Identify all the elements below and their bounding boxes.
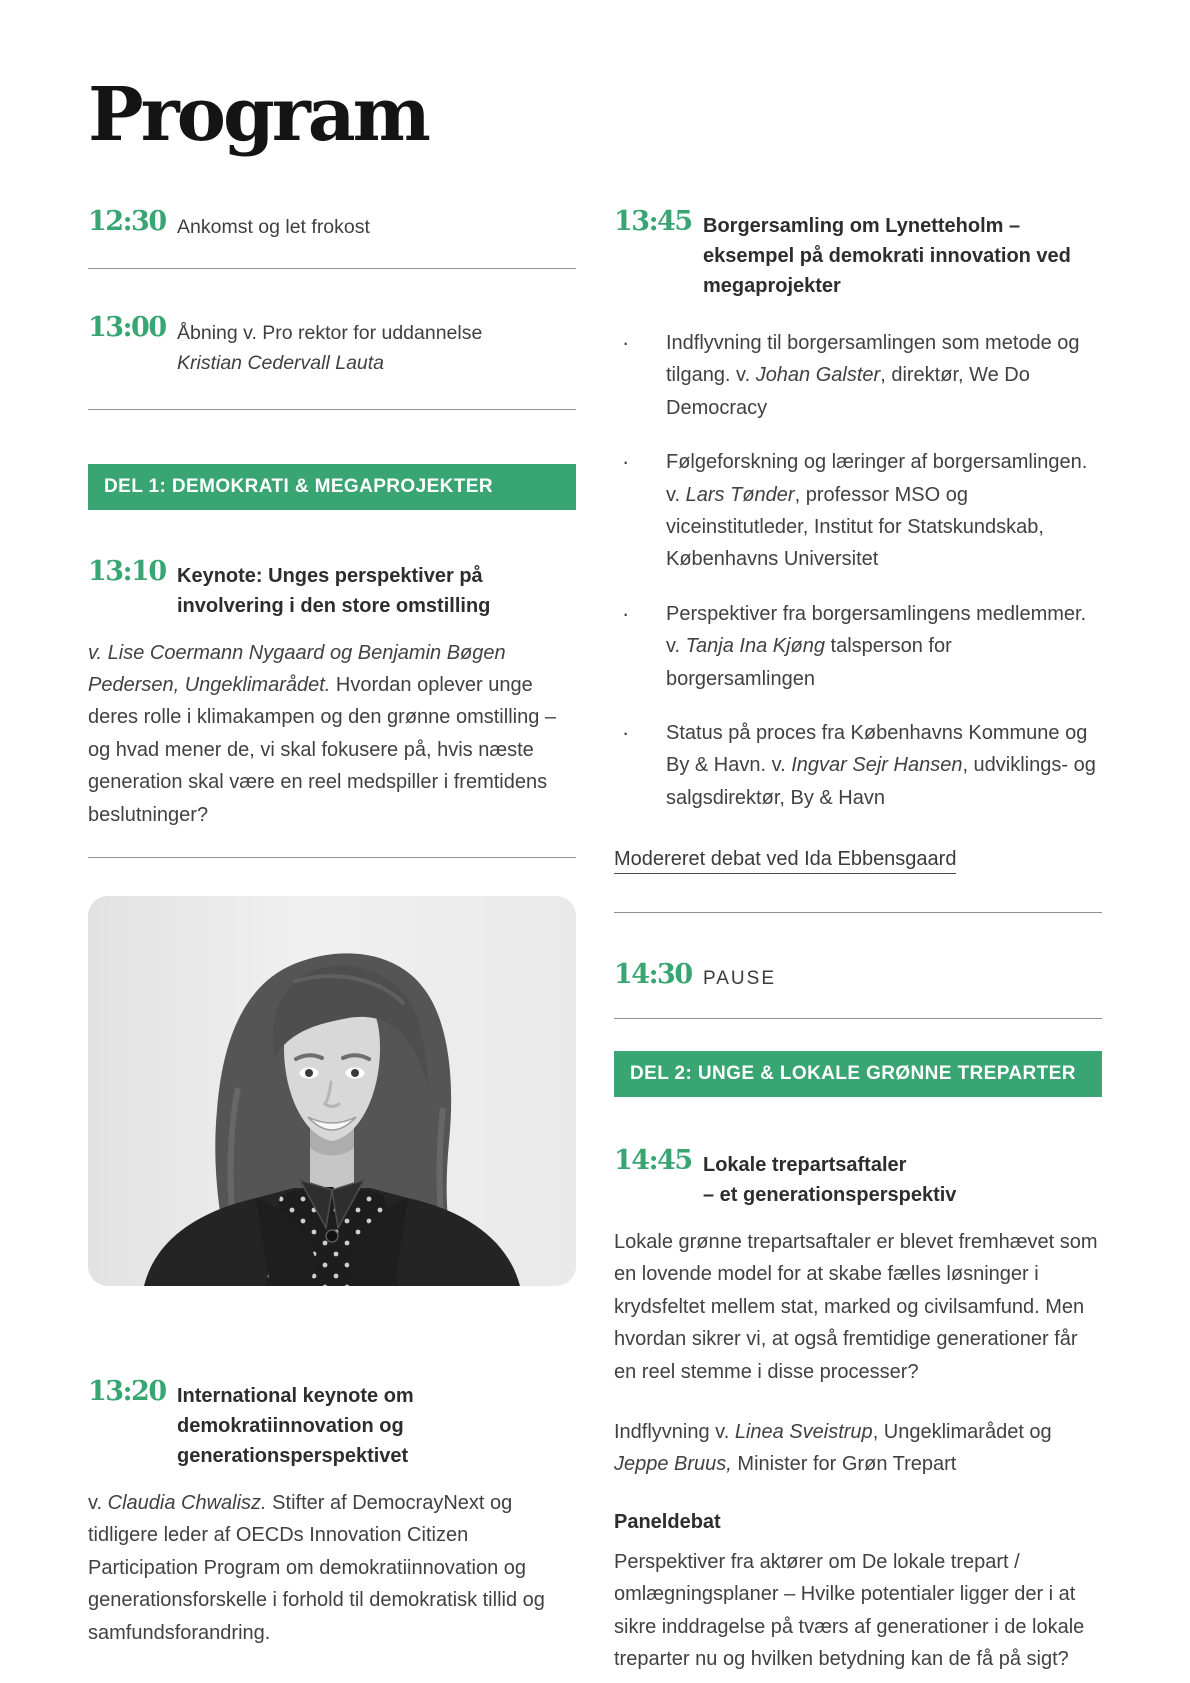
session-description: v. Claudia Chwalisz. Stifter af DemocrayNext og tidligere leder af OECDs Innovation Citizen Participation Program om demokratiinnovation og generationsforskelle i forhold til demokratisk tillid og samfundsforandring. (88, 1492, 545, 1644)
session-description: Lokale grønne trepartsaftaler er blevet fremhævet som en lovende model for at skabe fælles løsninger i krydsfeltet mellem stat, marked og civilsamfund. Men hvordan sikrer vi, at også fremtidige generationer får en reel stemme i disse processer? (614, 1231, 1098, 1383)
speaker-photo (88, 896, 576, 1286)
bullet-icon: · (622, 330, 630, 355)
section-banner-label: DEL 1: DEMOKRATI & MEGAPROJEKTER (104, 475, 493, 497)
two-column-layout (0, 208, 1190, 1675)
time-label: 14:45 (614, 1145, 692, 1177)
agenda-item-1300 (88, 314, 576, 378)
time-label: 13:45 (614, 206, 692, 237)
left-column (88, 208, 576, 1675)
session-bullet-list (614, 327, 1102, 814)
bullet-text: Indflyvning til borgersamlingen som metode og tilgang. v. Johan Galster, direktør, We Do Democracy (666, 332, 1080, 419)
list-item (614, 598, 1102, 695)
agenda-speaker: Kristian Cedervall Lauta (177, 352, 385, 375)
bullet-text: Status på proces fra Københavns Kommune og By & Havn. v. Ingvar Sejr Hansen, udviklings- og salgsdirektør, By & Havn (666, 721, 1096, 809)
session-speakers: Indflyvning v. Linea Sveistrup, Ungeklimarådet og Jeppe Bruus, Minister for Grøn Trepart (614, 1421, 1052, 1476)
divider (88, 409, 576, 410)
list-item (614, 717, 1102, 814)
bullet-icon: · (622, 719, 630, 745)
moderated-debate-link[interactable]: Modereret debat ved Ida Ebbensgaard (614, 848, 956, 874)
time-label: 14:30 (614, 959, 692, 991)
agenda-item-title: PAUSE (703, 968, 777, 990)
list-item (614, 327, 1102, 424)
session-description: v. Lise Coermann Nygaard og Benjamin Bøgen Pedersen, Ungeklimarådet. Hvordan oplever unge deres rolle i klimakampen og den grønne omstilling – og hvad mener de, vi skal fokusere på, hvis næste generation skal være en reel medspiller i fremtidens beslutninger? (88, 641, 557, 826)
portrait-illustration (88, 896, 576, 1286)
section-banner-del1 (88, 464, 576, 510)
agenda-item-1230 (88, 208, 576, 242)
time-label: 12:30 (88, 206, 166, 237)
right-column (614, 208, 1102, 1675)
list-item (614, 446, 1102, 576)
agenda-item-title: Ankomst og let frokost (177, 216, 370, 238)
agenda-item-1345 (614, 208, 1102, 301)
agenda-item-1310 (88, 555, 576, 621)
paneldebat-heading: Paneldebat (614, 1510, 721, 1533)
panel-description: Perspektiver fra aktører om De lokale trepart / omlægningsplaner – Hvilke potentialer ligger der i at sikre inddragelse på tværs af generationer i de lokale treparter nu og hvilken betydning kan de få på sigt? (614, 1550, 1085, 1670)
bullet-text: Følgeforskning og læringer af borgersamlingen. v. Lars Tønder, professor MSO og viceinstitutleder, Institut for Statskundskab, Københavns Universitet (666, 451, 1088, 571)
section-banner-del2 (614, 1051, 1102, 1097)
agenda-item-title (177, 314, 482, 378)
agenda-item-title: Borgersamling om Lynetteholm – eksempel på demokrati innovation ved megaprojekter (703, 215, 1071, 297)
agenda-item-title: International keynote om demokratiinnovation og generationsperspektivet (177, 1385, 414, 1467)
page-title: Program (88, 72, 428, 158)
time-label: 13:00 (88, 312, 166, 344)
bullet-icon: · (622, 600, 630, 626)
time-label: 13:20 (88, 1376, 166, 1407)
agenda-item-title: Keynote: Unges perspektiver på involvering i den store omstilling (177, 564, 491, 617)
divider (88, 268, 576, 269)
title-line-1: Lokale trepartsaftaler (703, 1154, 907, 1177)
title-line-2: – et generationsperspektiv (703, 1184, 957, 1207)
section-banner-label: DEL 2: UNGE & LOKALE GRØNNE TREPARTER (630, 1063, 1076, 1085)
agenda-line-1: Åbning v. Pro rektor for uddannelse (177, 322, 483, 345)
bullet-text: Perspektiver fra borgersamlingens medlemmer. v. Tanja Ina Kjøng talsperson for borgersamlingen (666, 602, 1087, 690)
time-label: 13:10 (88, 555, 166, 587)
agenda-item-1430 (614, 961, 1102, 990)
divider (88, 857, 576, 858)
divider (614, 912, 1102, 913)
agenda-item-1445 (614, 1147, 1102, 1210)
divider (614, 1018, 1102, 1019)
agenda-item-title (703, 1147, 956, 1210)
bullet-icon: · (622, 449, 630, 475)
agenda-item-1320 (88, 1378, 576, 1471)
